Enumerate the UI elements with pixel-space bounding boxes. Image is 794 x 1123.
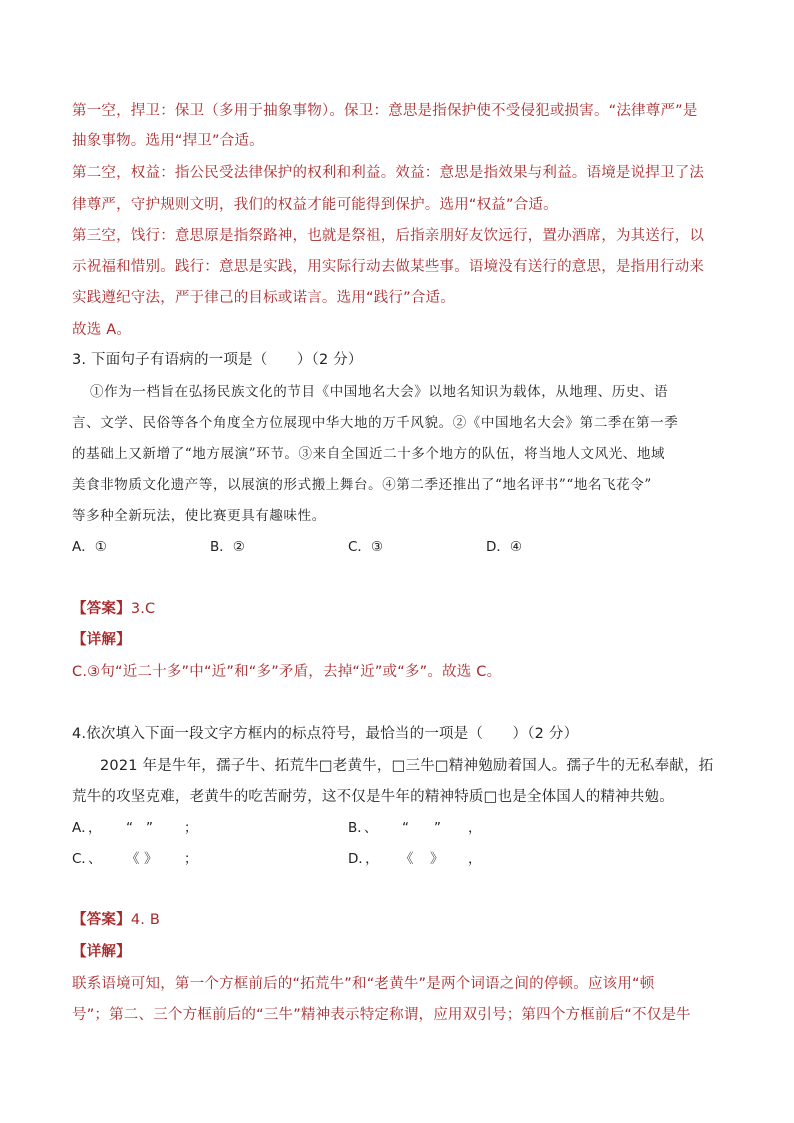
explain-line-6: 示祝福和惜别。践行：意思是实践，用实际行动去做某些事。语境没有送行的意思，是指用行动来 (72, 259, 705, 275)
question-4-option-d-mark1: 《 (400, 851, 414, 867)
question-4-detail-line-2: 号”；第二、三个方框前后的“三牛”精神表示特定称谓，应用双引号；第四个方框前后“不仅是牛 (72, 1007, 691, 1023)
question-3-passage-line-1: ①作为一档旨在弘扬民族文化的节目《中国地名大会》以地名知识为载体，从地理、历史、语 (90, 384, 669, 400)
question-3-passage-line-2: 言、文学、民俗等各个角度全方位展现中华大地的万千风貌。②《中国地名大会》第二季在第一季 (72, 415, 679, 431)
question-4-option-d-label: D．， (348, 851, 379, 867)
question-3-passage-line-5: 等多种全新玩法，使比赛更具有趣味性。 (72, 508, 326, 524)
question-3-option-a: A．① (72, 539, 107, 555)
question-4-answer (72, 910, 160, 930)
question-3-detail-tag: 【详解】 (72, 632, 131, 648)
answer-value: 3.C (130, 601, 156, 617)
question-3-option-c: C．③ (348, 539, 384, 555)
question-4-detail-tag: 【详解】 (72, 944, 131, 960)
answer-value: 4. B (130, 912, 161, 928)
question-3-passage-line-4: 美食非物质文化遗产等，以展演的形式搬上舞台。④第二季还推出了“地名评书”“地名飞花令” (72, 477, 652, 493)
question-4-option-b-mark3: ， (468, 820, 482, 836)
explain-conclusion: 故选 A。 (72, 322, 132, 338)
question-4-passage-line-2: 荒牛的攻坚克难，老黄牛的吃苦耐劳，这不仅是牛年的精神特质□也是全体国人的精神共勉。 (72, 789, 674, 805)
question-3-detail: C.③句“近二十多”中“近”和“多”矛盾，去掉“近”或“多”。故选 C。 (72, 664, 502, 680)
explain-line-5: 第三空，饯行：意思原是指祭路神，也就是祭祖，后指亲朋好友饮远行，置办酒席，为其送行，以 (72, 228, 705, 244)
explain-line-3: 第二空，权益：指公民受法律保护的权利和利益。效益：意思是指效果与利益。语境是说捍卫了法 (72, 165, 705, 181)
answer-tag: 【答案】 (72, 912, 131, 928)
question-4-option-d-mark2: 》 (430, 851, 444, 867)
question-4-option-b-mark1: “ (402, 820, 409, 836)
explain-line-4: 律尊严，守护规则文明，我们的权益才能可能得到保护。选用“权益”合适。 (72, 197, 558, 213)
question-4-option-a-mark3: ； (184, 820, 198, 836)
answer-tag: 【答案】 (72, 601, 131, 617)
question-3-option-d: D．④ (486, 539, 522, 555)
question-4-detail-line-1: 联系语境可知，第一个方框前后的“拓荒牛”和“老黄牛”是两个词语之间的停顿。应该用“顿 (72, 976, 655, 992)
question-4-option-c-mark3: ； (184, 851, 198, 867)
explain-line-1: 第一空，捍卫：保卫（多用于抽象事物）。保卫：意思是指保护使不受侵犯或损害。“法律尊严”是 (72, 103, 698, 119)
question-3-option-b: B．② (210, 539, 245, 555)
question-4-passage-line-1: 2021 年是牛年，孺子牛、拓荒牛□老黄牛，□三牛□精神勉励着国人。孺子牛的无私奉献，拓 (100, 758, 714, 774)
question-4-option-c-mark2: 》 (144, 851, 158, 867)
question-4-option-a-mark2: ” (146, 820, 153, 836)
question-4-option-b-mark2: ” (434, 820, 441, 836)
question-4-stem: 4.依次填入下面一段文字方框内的标点符号，最恰当的一项是（ ）（2 分） (72, 726, 579, 742)
explain-line-7: 实践遵纪守法，严于律己的目标或诺言。选用“践行”合适。 (72, 290, 455, 306)
question-4-option-a-mark1: “ (126, 820, 133, 836)
explain-line-2: 抽象事物。选用“捍卫”合适。 (72, 133, 264, 149)
question-4-option-c-mark1: 《 (126, 851, 140, 867)
question-4-option-c-label: C．、 (72, 851, 102, 867)
question-3-passage-line-3: 的基础上又新增了“地方展演”环节。③来自全国近二十多个地方的队伍，将当地人文风光、地域 (72, 446, 666, 462)
question-4-option-d-mark3: ， (468, 851, 482, 867)
question-3-answer (72, 599, 155, 619)
question-4-option-a-label: A．， (72, 820, 102, 836)
question-3-stem: 3. 下面句子有语病的一项是（ ）（2 分） (72, 352, 363, 368)
question-4-option-b-label: B．、 (348, 820, 378, 836)
